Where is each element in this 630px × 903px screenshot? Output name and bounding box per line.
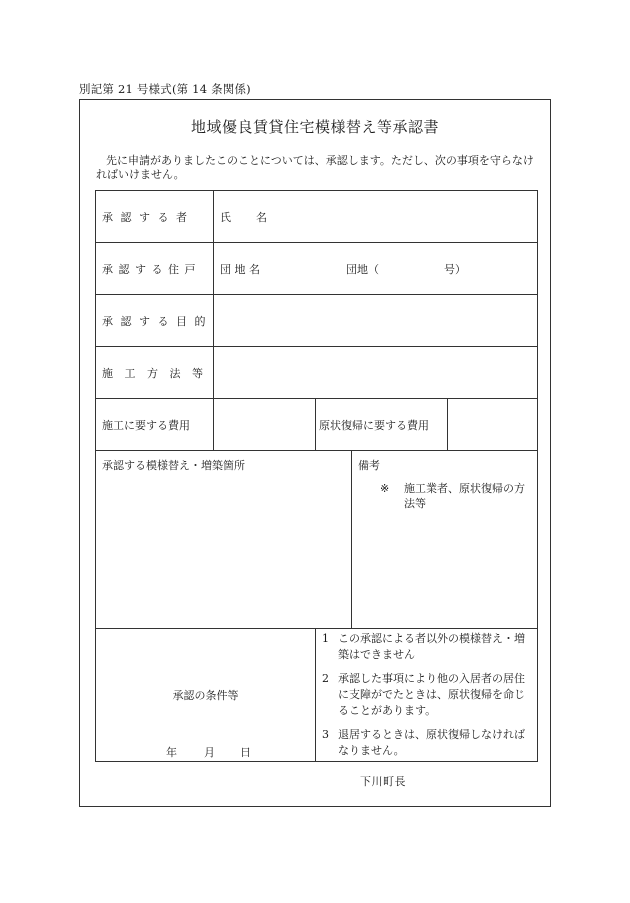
condition-number: 1 <box>322 632 329 645</box>
unit-suffix: 号） <box>444 262 466 276</box>
remarks-label: 備考 <box>358 459 380 472</box>
document-title: 地域優良賃貸住宅模様替え等承認書 <box>190 118 439 136</box>
form-reference: 別記第 21 号様式(第 14 条関係) <box>79 82 251 96</box>
locations-row <box>96 451 538 629</box>
complex-name-label: 団 地 名 <box>220 262 260 276</box>
approval-table <box>95 190 538 762</box>
date-year: 年 <box>166 746 177 759</box>
approved-unit-label <box>96 243 214 295</box>
condition-text: 承認した事項により他の入居者の居住に支障がでたときは、原状復帰を命じることがあります。 <box>338 672 525 717</box>
approved-person-label-text: 承 認 す る 者 <box>102 210 189 224</box>
approved-unit-label-text: 承 認 す る 住 戸 <box>102 262 197 276</box>
condition-number: 3 <box>322 728 329 741</box>
name-label-2: 名 <box>256 210 267 224</box>
construction-cost-label-text: 施工に要する費用 <box>102 418 190 432</box>
issuer: 下川町長 <box>360 775 406 788</box>
condition-text: この承認による者以外の模様替え・増築はできません <box>338 632 525 661</box>
construction-cost-label <box>96 399 214 451</box>
approved-locations-label: 承認する模様替え・増築箇所 <box>102 459 245 472</box>
conditions-row <box>96 629 538 762</box>
approved-person-label <box>96 191 214 243</box>
purpose-field[interactable] <box>214 295 538 347</box>
remarks-note <box>358 481 531 511</box>
approved-purpose-label <box>96 295 214 347</box>
restoration-cost-label <box>316 399 448 451</box>
conditions-label-text: 承認の条件等 <box>172 689 239 702</box>
construction-method-label <box>96 347 214 399</box>
complex-field[interactable] <box>214 243 538 295</box>
remarks-note-text: 施工業者、原状復帰の方法等 <box>404 482 525 510</box>
construction-method-row <box>96 347 538 399</box>
condition-number: 2 <box>322 672 329 685</box>
construction-method-label-text: 施 工 方 法 等 <box>102 366 207 380</box>
approved-person-row <box>96 191 538 243</box>
reference-mark: ※ <box>380 482 390 495</box>
restoration-cost-label-text: 原状復帰に要する費用 <box>319 418 429 432</box>
date-month: 月 <box>204 746 215 759</box>
date-day: 日 <box>240 746 251 759</box>
name-field[interactable] <box>214 191 538 243</box>
condition-item <box>322 671 531 719</box>
remarks-field[interactable] <box>352 451 538 629</box>
complex-suffix: 団地（ <box>346 262 379 276</box>
restoration-cost-field[interactable] <box>448 399 538 451</box>
condition-item <box>322 727 531 759</box>
approved-locations-field[interactable] <box>96 451 352 629</box>
construction-method-field[interactable] <box>214 347 538 399</box>
cost-row <box>96 399 538 451</box>
condition-text: 退居するときは、原状復帰しなければなりません。 <box>338 728 525 757</box>
condition-item <box>322 631 531 663</box>
name-label-1: 氏 <box>220 210 231 224</box>
approved-purpose-row <box>96 295 538 347</box>
conditions-list <box>316 629 538 762</box>
approved-purpose-label-text: 承 認 す る 目 的 <box>102 314 208 328</box>
construction-cost-field[interactable] <box>214 399 316 451</box>
approved-unit-row <box>96 243 538 295</box>
date-line <box>166 744 251 760</box>
intro-text: 先に申請がありましたこのことについては、承認します。ただし、次の事項を守らなければいけません。 <box>96 154 534 181</box>
conditions-label <box>96 629 316 762</box>
